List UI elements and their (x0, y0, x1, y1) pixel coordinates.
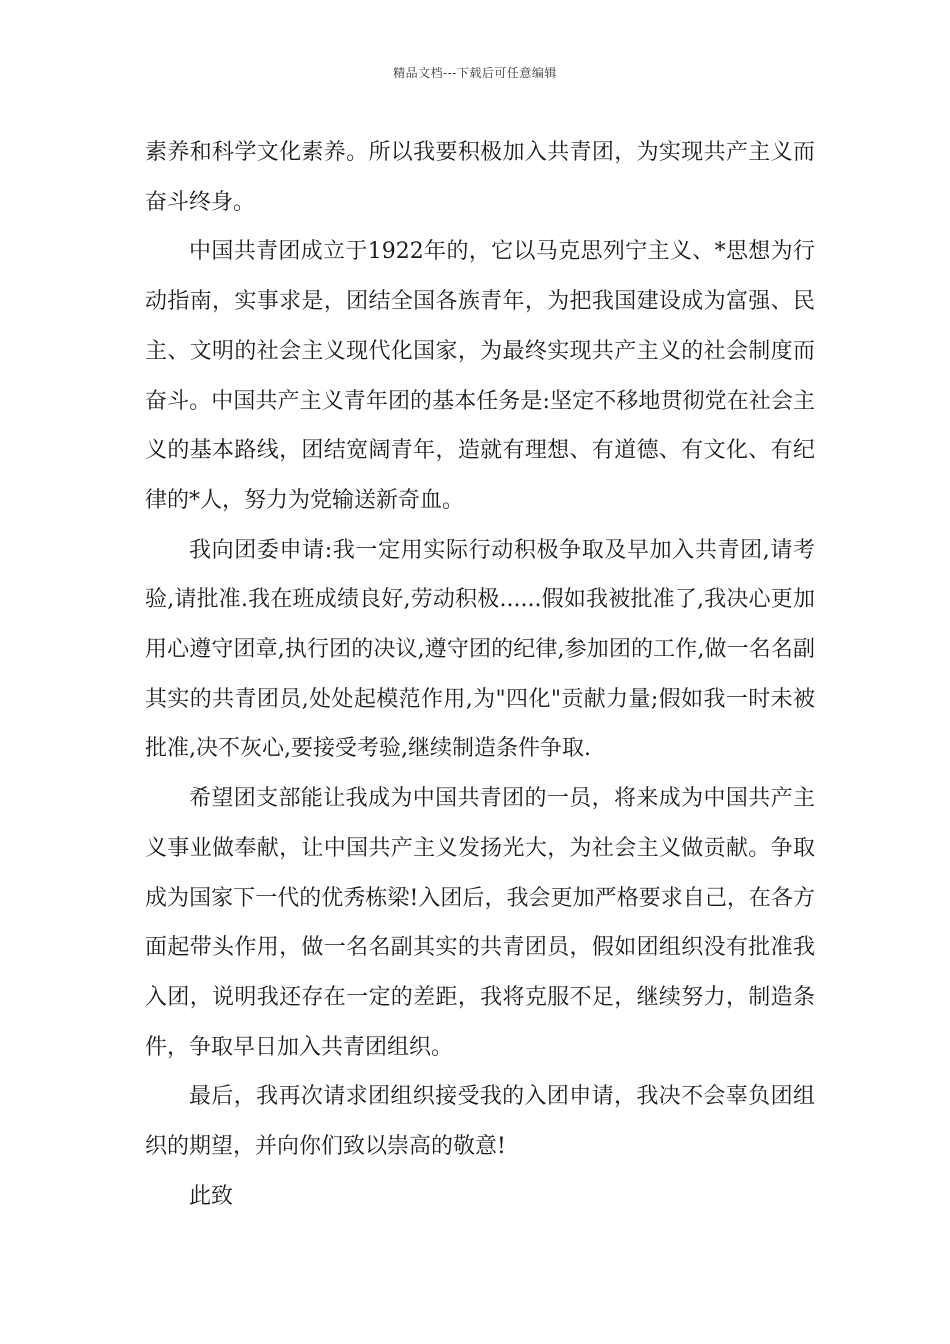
paragraph: 最后，我再次请求团组织接受我的入团申请，我决不会辜负团组织的期望，并向你们致以崇高的敬意! (145, 1084, 815, 1160)
paragraph: 素养和科学文化素养。所以我要积极加入共青团，为实现共产主义而奋斗终身。 (145, 140, 815, 215)
paragraph: 中国共青团成立于1922年的，它以马克思列宁主义、*思想为行动指南，实事求是，团结全国各族青年，为把我国建设成为富强、民主、文明的社会主义现代化国家，为最终实现共产主义的社会制度而奋斗。中国共产主义青年团的基本任务是:坚定不移地贯彻党在社会主义的基本路线，团结宽阔青年，造就有理想、有道德、有文化、有纪律的*人，努力为党输送新奇血。 (145, 239, 815, 513)
document-body (145, 128, 815, 1221)
paragraph: 我向团委申请:我一定用实际行动积极争取及早加入共青团,请考验,请批准.我在班成绩良好,劳动积极......假如我被批准了,我决心更加用心遵守团章,执行团的决议,遵守团的纪律,参加团的工作,做一名名副其实的共青团员,处处起模范作用,为"四化"贡献力量;假如我一时未被批准,决不灰心,要接受考验,继续制造条件争取. (145, 537, 815, 762)
page-header: 精品文档---下载后可任意编辑 (393, 66, 557, 80)
paragraph: 希望团支部能让我成为中国共青团的一员，将来成为中国共产主义事业做奉献，让中国共产主义发扬光大，为社会主义做贡献。争取成为国家下一代的优秀栋梁!入团后，我会更加严格要求自己，在各方面起带头作用，做一名名副其实的共青团员，假如团组织没有批准我入团，说明我还存在一定的差距，我将克服不足，继续努力，制造条件，争取早日加入共青团组织。 (145, 786, 815, 1060)
closing-salutation: 此致 (189, 1183, 234, 1209)
